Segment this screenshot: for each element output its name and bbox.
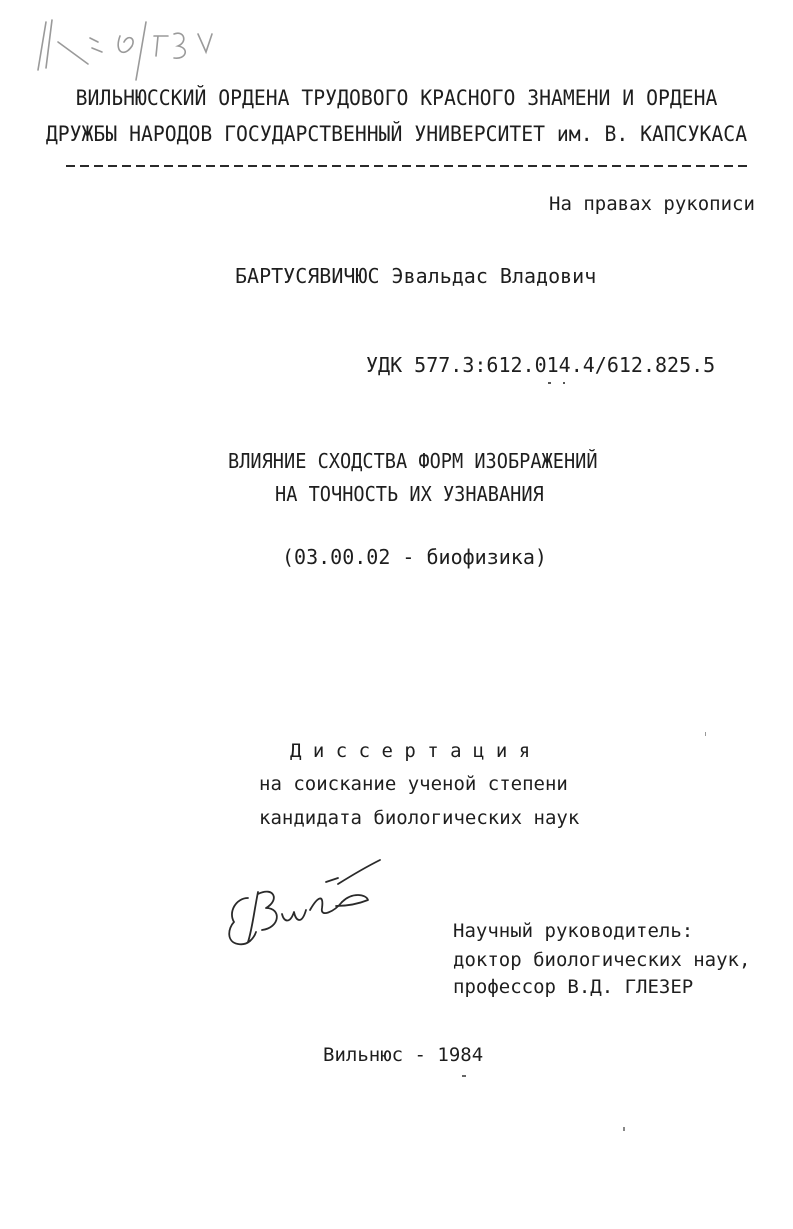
title-line-1: ВЛИЯНИЕ СХОДСТВА ФОРМ ИЗОБРАЖЕНИЙ	[228, 449, 598, 473]
dissertation-field-line: кандидата биологических наук	[259, 807, 580, 829]
dissertation-heading: Д и с с е р т а ц и я	[290, 740, 531, 762]
institution-line-1: ВИЛЬНЮССКИЙ ОРДЕНА ТРУДОВОГО КРАСНОГО ЗНАМЕНИ И ОРДЕНА	[75, 86, 718, 110]
supervisor-label: Научный руководитель:	[453, 920, 694, 942]
author-signature	[218, 852, 388, 952]
scan-speck	[462, 1075, 466, 1077]
author-name: БАРТУСЯВИЧЮС Эвальдас Владович	[235, 264, 597, 288]
scan-speck	[705, 732, 706, 736]
supervisor-degree: доктор биологических наук,	[453, 949, 751, 971]
title-line-2: НА ТОЧНОСТЬ ИХ УЗНАВАНИЯ	[275, 482, 544, 506]
specialty: (03.00.02 - биофизика)	[282, 545, 547, 569]
dissertation-degree-line: на соискание ученой степени	[259, 773, 568, 795]
institution-line-2: ДРУЖБЫ НАРОДОВ ГОСУДАРСТВЕННЫЙ УНИВЕРСИТЕТ им. В. КАПСУКАСА	[45, 122, 748, 146]
scan-speck	[548, 382, 551, 384]
scan-speck	[623, 1127, 625, 1131]
header-divider	[66, 165, 752, 167]
supervisor-name: профессор В.Д. ГЛЕЗЕР	[453, 976, 694, 998]
manuscript-rights: На правах рукописи	[549, 193, 755, 215]
place-and-year: Вильнюс - 1984	[323, 1044, 484, 1066]
udc-code: УДК 577.3:612.014.4/612.825.5	[366, 353, 716, 377]
scan-speck	[563, 382, 565, 384]
handwritten-archive-note	[28, 12, 248, 82]
